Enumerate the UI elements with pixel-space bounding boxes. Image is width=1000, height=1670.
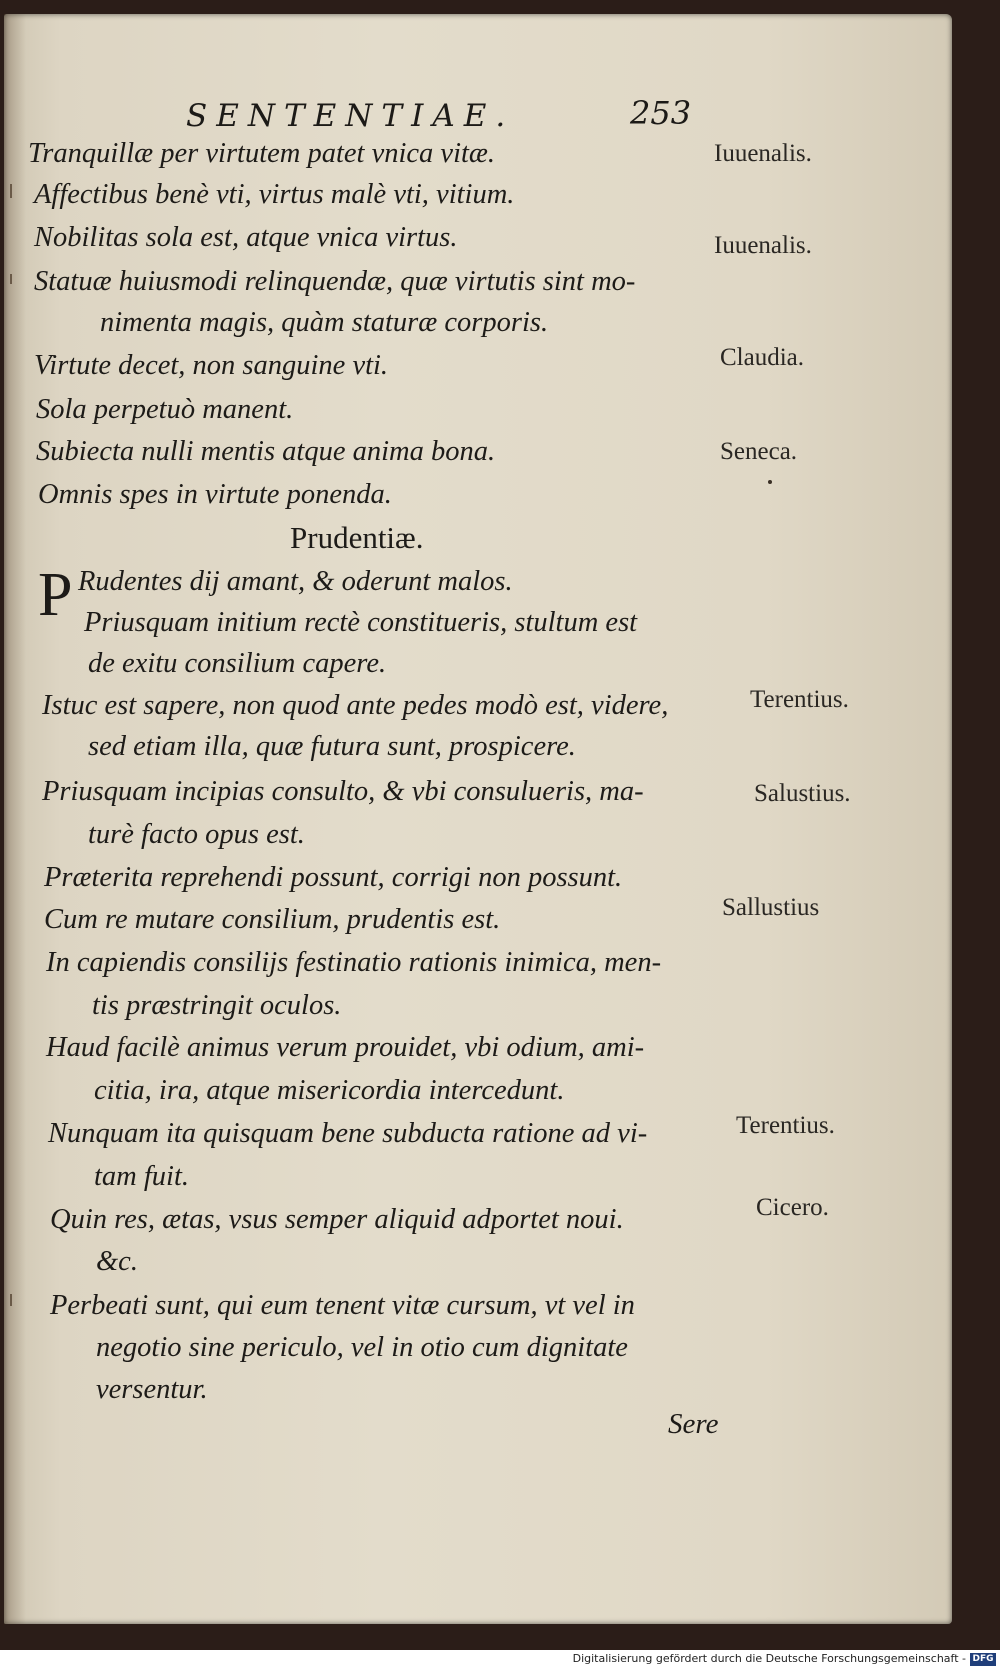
text-line: Cum re mutare consilium, prudentis est.	[44, 904, 501, 935]
edge-mark	[10, 184, 12, 198]
text-line: Præterita reprehendi possunt, corrigi non possunt.	[44, 862, 623, 893]
footer-credit: Digitalisierung gefördert durch die Deutsche Forschungsgemeinschaft -	[572, 1652, 966, 1665]
text-line: Nunquam ita quisquam bene subducta ratione ad vi-	[48, 1118, 648, 1149]
text-line: citia, ira, atque misericordia intercedunt.	[94, 1075, 565, 1106]
dfg-logo: DFG	[970, 1653, 996, 1666]
ink-speck	[768, 480, 772, 484]
text-line: Statuæ huiusmodi relinquendæ, quæ virtutis sint mo-	[34, 266, 636, 297]
text-line: versentur.	[96, 1374, 208, 1405]
running-title: SENTENTIAE.	[186, 98, 515, 134]
text-line: de exitu consilium capere.	[88, 648, 387, 679]
text-line: tis præstringit oculos.	[92, 990, 342, 1021]
text-line: turè facto opus est.	[88, 819, 305, 850]
margin-note: Iuuenalis.	[714, 232, 812, 259]
text-line: Tranquillæ per virtutem patet vnica vitæ.	[28, 138, 496, 169]
page-gutter-shadow	[4, 14, 26, 1624]
page-number: 253	[630, 94, 692, 132]
margin-note: Cicero.	[756, 1194, 829, 1221]
margin-note: Terentius.	[736, 1112, 835, 1139]
text-line: Nobilitas sola est, atque vnica virtus.	[34, 222, 458, 253]
text-line: Subiecta nulli mentis atque anima bona.	[36, 436, 496, 467]
margin-note: Seneca.	[720, 438, 798, 465]
margin-note: Terentius.	[750, 686, 849, 713]
text-line: negotio sine periculo, vel in otio cum dignitate	[96, 1332, 628, 1363]
text-line: tam fuit.	[94, 1161, 190, 1192]
text-line: Quin res, ætas, vsus semper aliquid adportet noui.	[50, 1204, 624, 1235]
text-line: In capiendis consilijs festinatio rationis inimica, men-	[46, 947, 662, 978]
text-line: Virtute decet, non sanguine vti.	[34, 350, 389, 381]
edge-mark	[10, 1294, 12, 1306]
book-page	[4, 14, 952, 1624]
catchword: Sere	[668, 1408, 719, 1440]
text-line: Omnis spes in virtute ponenda.	[38, 479, 392, 510]
text-line: Haud facilè animus verum prouidet, vbi odium, ami-	[46, 1032, 645, 1063]
margin-note: Salustius.	[754, 780, 851, 807]
text-line: Sola perpetuò manent.	[36, 394, 294, 425]
text-line: Priusquam incipias consulto, & vbi consulueris, ma-	[42, 776, 644, 807]
footer-bar	[0, 1650, 1000, 1670]
section-title: Prudentiæ.	[290, 520, 424, 555]
text-line: &c.	[96, 1246, 138, 1277]
text-line: Affectibus benè vti, virtus malè vti, vitium.	[34, 179, 515, 210]
text-line: Istuc est sapere, non quod ante pedes modò est, videre,	[42, 690, 669, 721]
edge-mark	[10, 274, 12, 284]
margin-note: Iuuenalis.	[714, 140, 812, 167]
text-line: Perbeati sunt, qui eum tenent vitæ cursum, vt vel in	[50, 1290, 635, 1321]
text-line: Priusquam initium rectè constitueris, stultum est	[84, 607, 638, 638]
drop-cap: P	[38, 561, 73, 629]
text-line: nimenta magis, quàm staturæ corporis.	[100, 307, 549, 338]
text-line: Rudentes dij amant, & oderunt malos.	[78, 566, 513, 597]
text-line: sed etiam illa, quæ futura sunt, prospicere.	[88, 731, 576, 762]
margin-note: Claudia.	[720, 344, 805, 371]
margin-note: Sallustius	[722, 894, 820, 921]
